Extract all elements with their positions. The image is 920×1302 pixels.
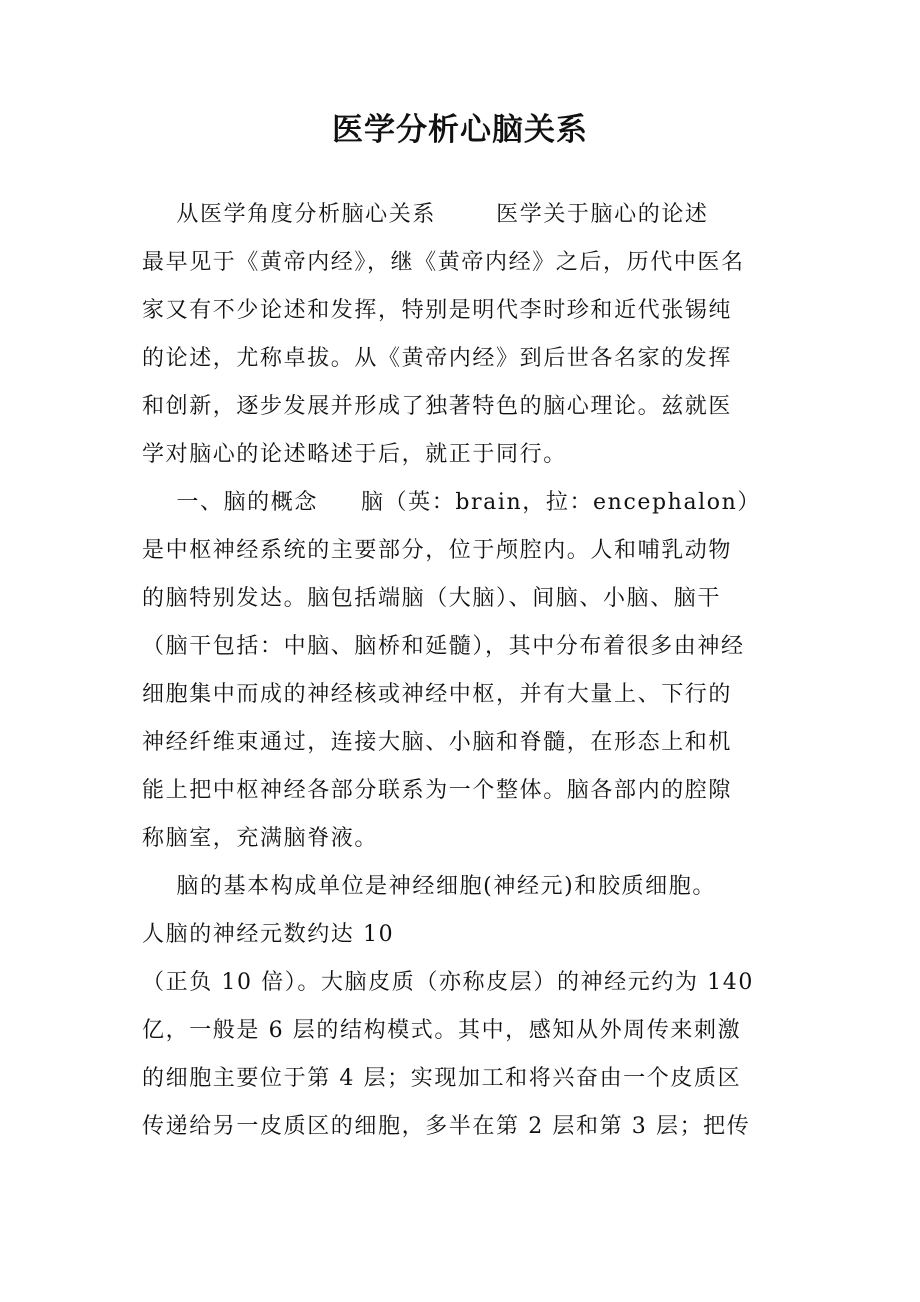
body-line: 的论述，尤称卓拔。从《黄帝内经》到后世各名家的发挥 <box>142 346 733 371</box>
body-line: 是中枢神经系统的主要部分，位于颅腔内。人和哺乳动物 <box>142 538 733 563</box>
body-line: 亿，一般是 6 层的结构模式。其中，感知从外周传来刺激 <box>142 1018 742 1043</box>
body-line: 一、脑的概念 脑（英：brain，拉：encephalon） <box>142 490 762 515</box>
body-line: 和创新，逐步发展并形成了独著特色的脑心理论。兹就医 <box>142 394 733 419</box>
body-line: 家又有不少论述和发挥，特别是明代李时珍和近代张锡纯 <box>142 298 733 323</box>
body-line: 脑的基本构成单位是神经细胞(神经元)和胶质细胞。 <box>142 874 716 899</box>
body-line: 细胞集中而成的神经核或神经中枢，并有大量上、下行的 <box>142 682 733 707</box>
body-line: 最早见于《黄帝内经》，继《黄帝内经》之后，历代中医名 <box>142 250 745 275</box>
body-line: 学对脑心的论述略述于后，就正于同行。 <box>142 442 567 467</box>
body-line: 称脑室，充满脑脊液。 <box>142 826 379 851</box>
body-line: 的脑特别发达。脑包括端脑（大脑）、间脑、小脑、脑干 <box>142 586 722 611</box>
page-title: 医学分析心脑关系 <box>332 112 588 148</box>
body-line: 传递给另一皮质区的细胞，多半在第 2 层和第 3 层；把传 <box>142 1114 751 1139</box>
body-line: 人脑的神经元数约达 10 <box>142 922 395 947</box>
body-line: 神经纤维束通过，连接大脑、小脑和脊髓，在形态上和机 <box>142 730 733 755</box>
body-line: （正负 10 倍）。大脑皮质（亦称皮层）的神经元约为 140 <box>142 970 754 995</box>
body-line: 能上把中枢神经各部分联系为一个整体。脑各部内的腔隙 <box>142 778 733 803</box>
body-line: （脑干包括：中脑、脑桥和延髓），其中分布着很多由神经 <box>142 634 745 659</box>
body-line: 从医学角度分析脑心关系 医学关于脑心的论述 <box>142 202 709 227</box>
body-line: 的细胞主要位于第 4 层；实现加工和将兴奋由一个皮质区 <box>142 1066 742 1091</box>
